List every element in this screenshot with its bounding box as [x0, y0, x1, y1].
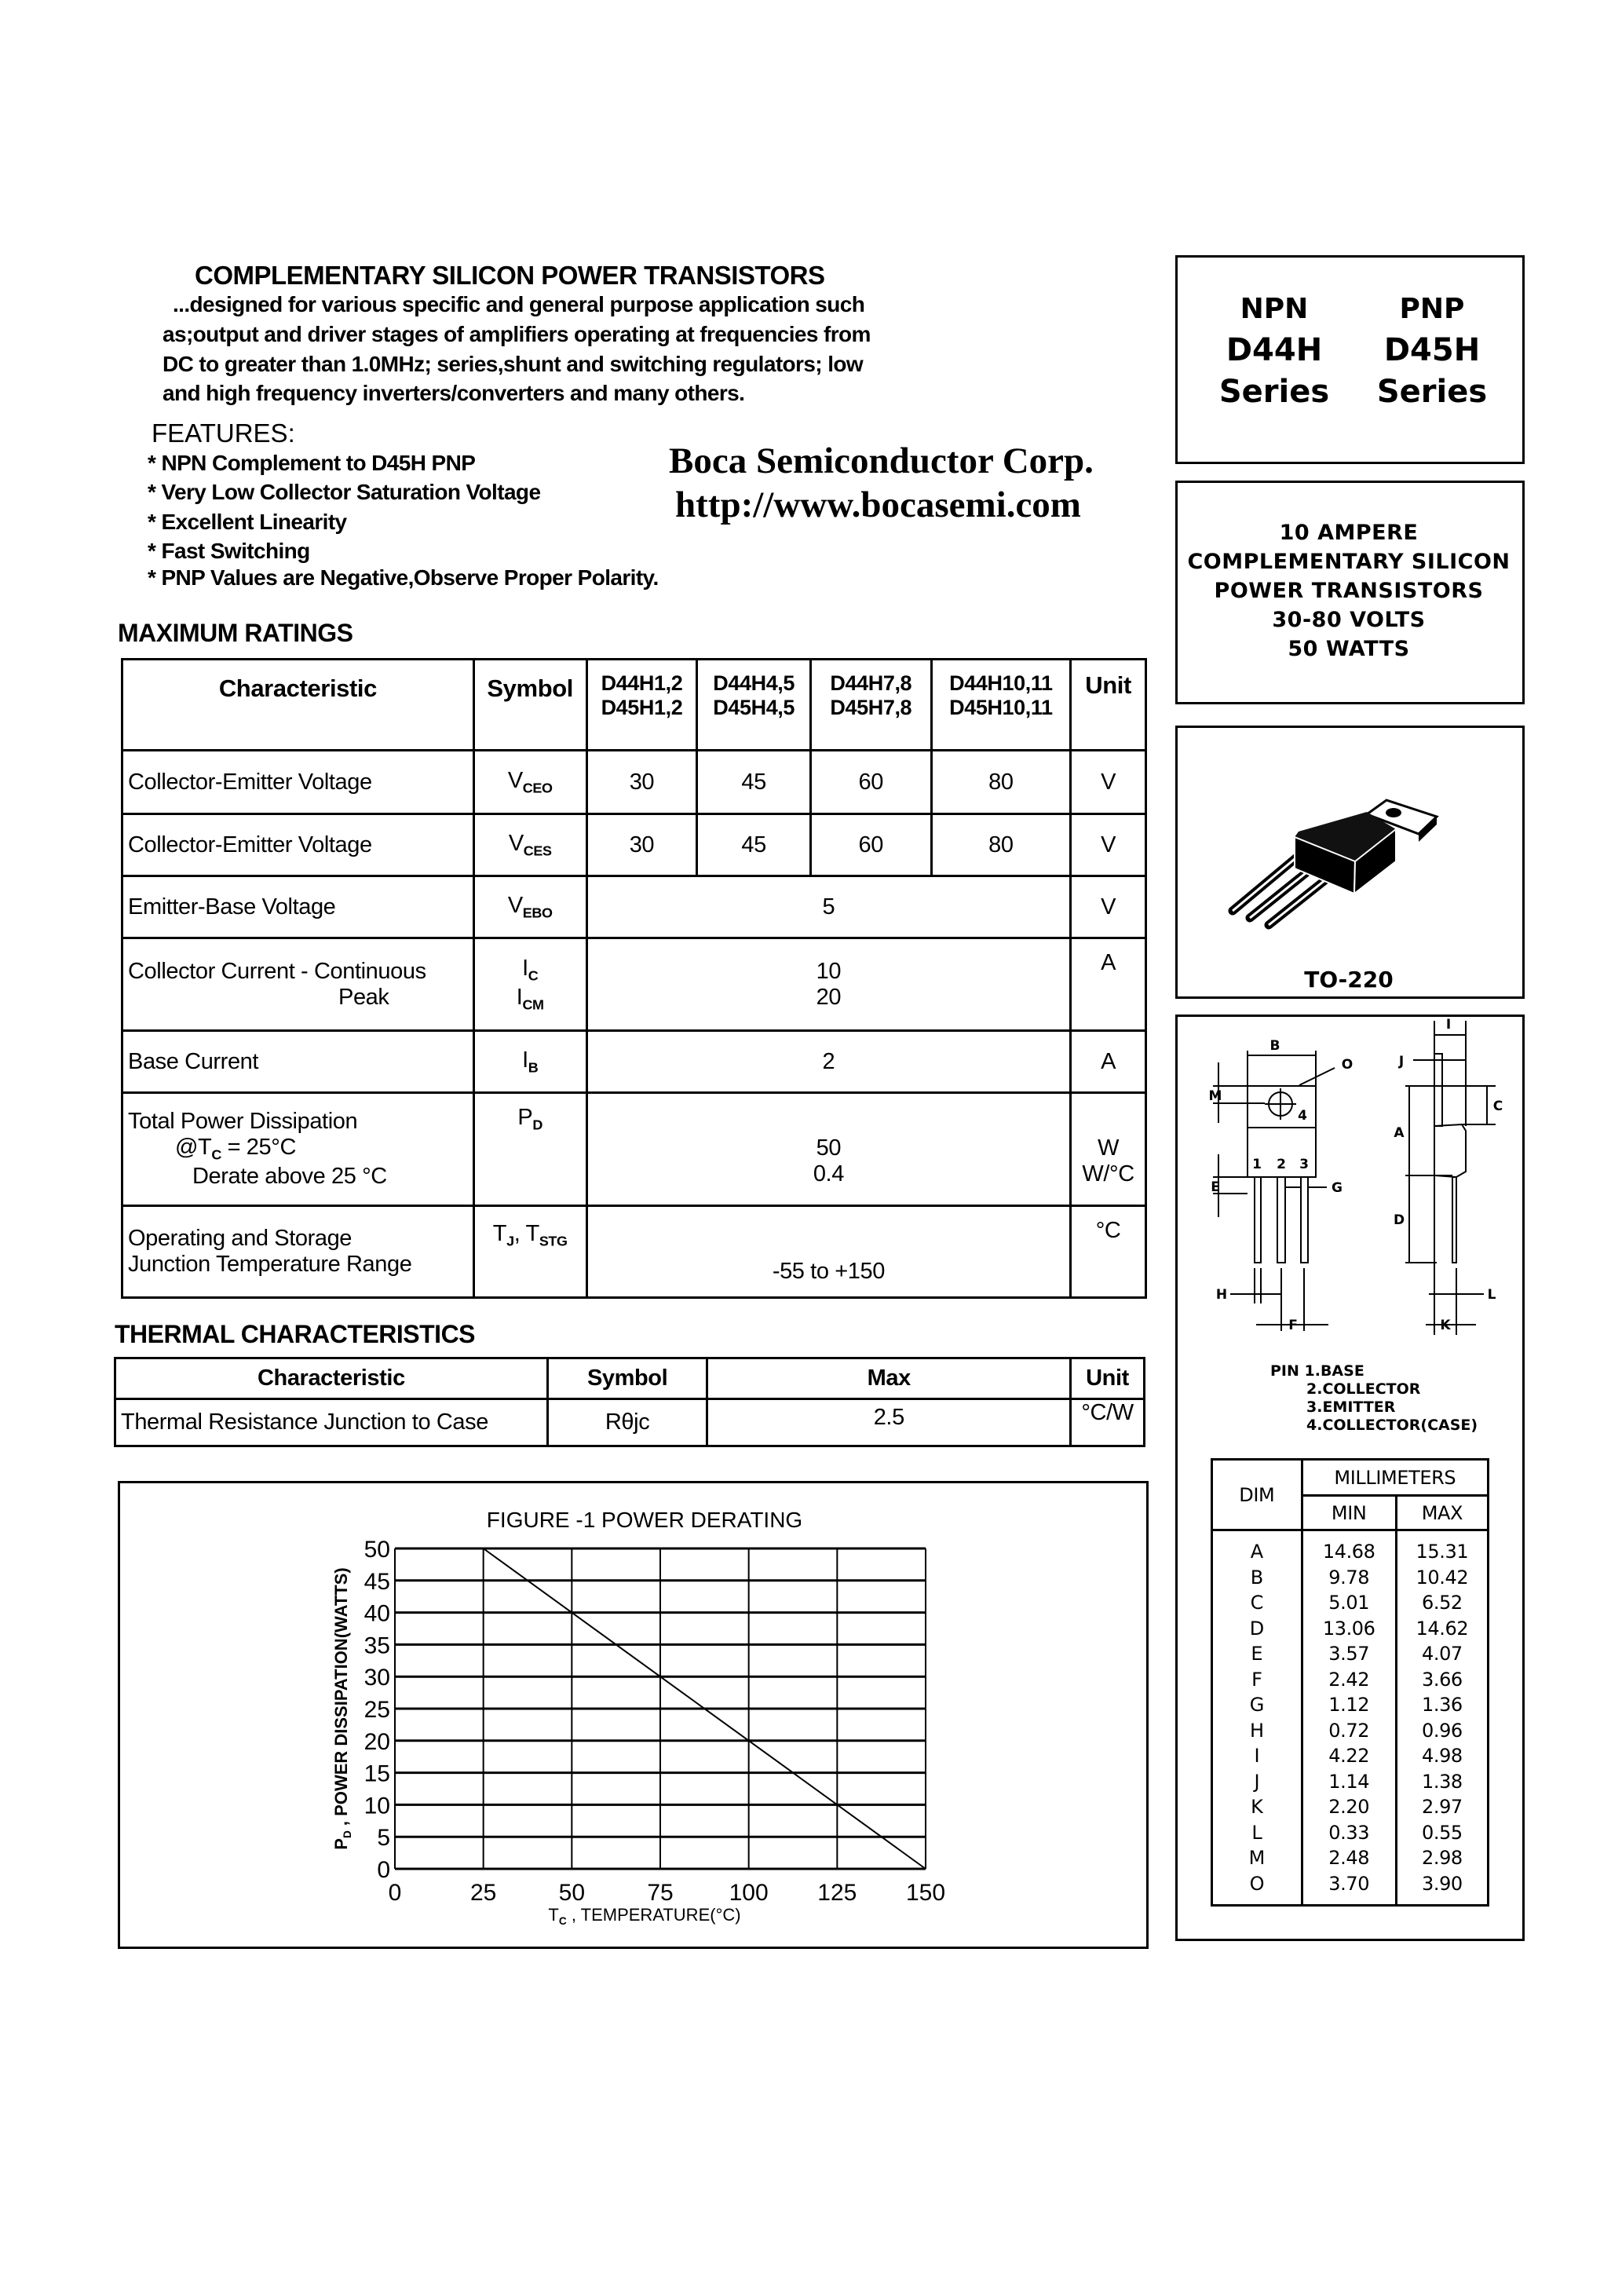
dim-letter: B [1250, 1566, 1263, 1589]
y-tick-label: 0 [377, 1857, 390, 1883]
value: 30 [586, 814, 697, 876]
package-name: TO-220 [1304, 967, 1394, 993]
value: 50 0.4 [586, 1093, 1071, 1206]
dim-label-j: J [1398, 1054, 1405, 1069]
unit: V [1071, 814, 1146, 876]
max-value: 3.90 [1421, 1872, 1463, 1895]
max-value: 3.66 [1421, 1668, 1463, 1691]
characteristic: Operating and Storage Junction Temperature Range [122, 1206, 474, 1298]
x-tick-label: 100 [729, 1880, 769, 1906]
x-tick-label: 25 [469, 1880, 497, 1906]
characteristic: Total Power Dissipation $@T_C = 25^\circ C$ Derate above 25 °C [122, 1093, 474, 1206]
header-unit: Unit [1071, 1358, 1145, 1399]
dim-letter: E [1251, 1643, 1263, 1665]
symbol: Rθjc [547, 1399, 707, 1446]
dim-label-m: M [1208, 1088, 1222, 1104]
value: 2 [586, 1031, 1071, 1093]
max-value: 10.42 [1416, 1566, 1469, 1589]
max-value: 6.52 [1421, 1592, 1463, 1614]
max-value: 0.96 [1421, 1719, 1463, 1742]
unit: °C [1071, 1206, 1146, 1298]
unit: A [1071, 938, 1146, 1031]
max-value: 4.07 [1421, 1643, 1463, 1665]
x-tick-label: 75 [647, 1880, 674, 1906]
dim-label-g: G [1332, 1180, 1343, 1196]
pin3-label: 3 [1299, 1157, 1309, 1172]
pin4-label: 4 [1298, 1108, 1307, 1124]
min-value: 1.12 [1328, 1694, 1370, 1716]
characteristic: Base Current [122, 1031, 474, 1093]
max-ratings-heading: MAXIMUM RATINGS [118, 619, 353, 647]
dim-column [1212, 1530, 1302, 1906]
feature-item: * PNP Values are Negative,Observe Proper Polarity. [148, 565, 659, 590]
max-value: 2.98 [1421, 1847, 1463, 1869]
symbol: $I_B$ [473, 1031, 586, 1093]
dim-letter: F [1251, 1668, 1262, 1691]
characteristic: Thermal Resistance Junction to Case [115, 1399, 548, 1446]
symbol: $V_{CES}$ [473, 814, 586, 876]
header-max: Max [707, 1358, 1071, 1399]
y-tick-label: 45 [363, 1568, 390, 1595]
dim-letter: C [1250, 1592, 1263, 1614]
symbol: $I_C$ $I_{CM}$ [473, 938, 586, 1031]
dim-label-c: C [1492, 1099, 1503, 1114]
y-tick-label: 30 [363, 1665, 390, 1691]
max-value: 2.5 [707, 1399, 1071, 1446]
thermal-heading: THERMAL CHARACTERISTICS [115, 1320, 476, 1348]
dim-label-f: F [1288, 1318, 1298, 1333]
x-tick-label: 150 [905, 1880, 946, 1906]
table-header-row [1212, 1460, 1489, 1496]
max-value: 2.97 [1421, 1796, 1463, 1818]
header-millimeters: MILLIMETERS [1302, 1460, 1488, 1496]
min-value: 3.57 [1328, 1643, 1370, 1665]
header-symbol: Symbol [547, 1358, 707, 1399]
unit: V [1071, 876, 1146, 938]
min-value: 2.42 [1328, 1668, 1370, 1691]
y-tick-label: 40 [363, 1600, 390, 1627]
feature-item: * Fast Switching [148, 539, 310, 563]
header-dim: DIM [1212, 1460, 1302, 1530]
header-part: D44H10,11 D45H10,11 [931, 660, 1071, 751]
min-value: 1.14 [1328, 1770, 1370, 1793]
max-column [1396, 1530, 1488, 1906]
value: 60 [811, 814, 932, 876]
y-axis-label: $P_D$ , POWER DISSIPATION(WATTS) [331, 1567, 353, 1850]
description-line: DC to greater than 1.0MHz; series,shunt and switching regulators; low [163, 352, 864, 376]
pin2-label: 2 [1277, 1157, 1286, 1172]
dim-label-a: A [1394, 1125, 1405, 1141]
dimensions-body [1212, 1530, 1489, 1906]
dim-label-b: B [1269, 1038, 1280, 1054]
dim-letter: L [1251, 1821, 1262, 1844]
min-value: 5.01 [1328, 1592, 1370, 1614]
unit: V [1071, 751, 1146, 814]
dim-label-o: O [1341, 1057, 1353, 1073]
characteristic: Collector Current - Continuous Peak [122, 938, 474, 1031]
dim-label-h: H [1215, 1287, 1228, 1303]
y-tick-label: 50 [363, 1537, 390, 1563]
characteristic: Collector-Emitter Voltage [122, 751, 474, 814]
unit: W W/°C [1071, 1093, 1146, 1206]
value: 80 [931, 814, 1071, 876]
header-part: D44H4,5 D45H4,5 [697, 660, 811, 751]
header-part: D44H7,8 D45H7,8 [811, 660, 932, 751]
min-column [1302, 1530, 1396, 1906]
dim-letter: M [1248, 1847, 1265, 1869]
min-value: 0.33 [1328, 1821, 1370, 1844]
dim-label-l: L [1487, 1287, 1496, 1303]
dim-letter: G [1249, 1694, 1264, 1716]
dim-letter: H [1249, 1719, 1264, 1742]
header-unit: Unit [1071, 660, 1146, 751]
x-tick-label: 0 [388, 1880, 402, 1906]
dim-label-i: I [1445, 1017, 1452, 1033]
max-value: 1.36 [1421, 1694, 1463, 1716]
max-value: 4.98 [1421, 1745, 1463, 1767]
dim-letter: O [1249, 1872, 1265, 1895]
characteristic: Collector-Emitter Voltage [122, 814, 474, 876]
features-heading: FEATURES: [152, 419, 295, 448]
max-value: 15.31 [1416, 1541, 1469, 1563]
chart-title: FIGURE -1 POWER DERATING [486, 1508, 803, 1532]
dim-letter: J [1254, 1770, 1260, 1793]
value: -55 to +150 [586, 1206, 1071, 1298]
dim-label-e: E [1211, 1179, 1220, 1195]
value: 45 [697, 751, 811, 814]
value: 30 [586, 751, 697, 814]
y-tick-label: 20 [363, 1728, 390, 1755]
npn-part-label: NPN D44H Series [1218, 293, 1330, 410]
pin1-label: 1 [1252, 1157, 1262, 1172]
side-view [1405, 1021, 1496, 1335]
symbol: $P_D$ [473, 1093, 586, 1206]
min-value: 13.06 [1322, 1617, 1375, 1640]
pin-assignment: PIN 1.BASE 2.COLLECTOR 3.EMITTER 4.COLLECTOR(CASE) [1270, 1362, 1478, 1434]
company-url[interactable]: http://www.bocasemi.com [675, 484, 1081, 525]
header-characteristic: Characteristic [115, 1358, 548, 1399]
company-name: Boca Semiconductor Corp. [669, 441, 1094, 481]
dim-letter: A [1250, 1541, 1263, 1563]
value: 45 [697, 814, 811, 876]
header-min: MIN [1302, 1496, 1396, 1530]
value: 60 [811, 751, 932, 814]
description-line: as;output and driver stages of amplifiers operating at frequencies from [163, 322, 871, 346]
max-value: 0.55 [1421, 1821, 1463, 1844]
y-tick-label: 35 [363, 1632, 390, 1659]
description-line: ...designed for various specific and general purpose application such [173, 292, 865, 316]
dimensions-table [1211, 1458, 1489, 1907]
min-value: 4.22 [1328, 1745, 1370, 1767]
document-title: COMPLEMENTARY SILICON POWER TRANSISTORS [195, 261, 825, 290]
feature-item: * NPN Complement to D45H PNP [148, 451, 476, 475]
symbol: $V_{CEO}$ [473, 751, 586, 814]
min-value: 2.20 [1328, 1796, 1370, 1818]
spec-summary: 10 AMPERE COMPLEMENTARY SILICON POWER TRANSISTORS 30-80 VOLTS 50 WATTS [1187, 521, 1511, 661]
min-value: 14.68 [1322, 1541, 1375, 1563]
header-part: D44H1,2 D45H1,2 [586, 660, 697, 751]
min-value: 2.48 [1328, 1847, 1370, 1869]
y-tick-label: 25 [363, 1697, 390, 1723]
value: 5 [586, 876, 1071, 938]
min-value: 3.70 [1328, 1872, 1370, 1895]
min-value: 9.78 [1328, 1566, 1370, 1589]
feature-item: * Very Low Collector Saturation Voltage [148, 480, 541, 504]
dim-letter: D [1249, 1617, 1264, 1640]
unit: A [1071, 1031, 1146, 1093]
front-view [1213, 1051, 1335, 1331]
header-symbol: Symbol [473, 660, 586, 751]
y-tick-label: 10 [363, 1793, 390, 1819]
header-characteristic: Characteristic [122, 660, 474, 751]
value: 10 20 [586, 938, 1071, 1031]
symbol: $V_{EBO}$ [473, 876, 586, 938]
min-value: 0.72 [1328, 1719, 1370, 1742]
description-line: and high frequency inverters/converters and many others. [163, 381, 745, 405]
x-tick-label: 125 [817, 1880, 857, 1906]
unit: °C/W [1071, 1399, 1145, 1446]
dim-letter: I [1254, 1745, 1260, 1767]
symbol: $T_J$, $T_{STG}$ [473, 1206, 586, 1298]
x-tick-label: 50 [558, 1880, 586, 1906]
max-value: 1.38 [1421, 1770, 1463, 1793]
header-max: MAX [1396, 1496, 1488, 1530]
y-tick-label: 5 [377, 1825, 390, 1852]
dim-label-d: D [1393, 1212, 1405, 1228]
y-tick-label: 15 [363, 1760, 390, 1787]
x-axis-label: $T_C$ , TEMPERATURE(°C) [548, 1905, 741, 1927]
feature-item: * Excellent Linearity [148, 510, 347, 534]
characteristic: Emitter-Base Voltage [122, 876, 474, 938]
max-value: 14.62 [1416, 1617, 1469, 1640]
value: 80 [931, 751, 1071, 814]
dim-letter: K [1251, 1796, 1263, 1818]
pnp-part-label: PNP D45H Series [1376, 293, 1488, 410]
dim-label-k: K [1440, 1318, 1451, 1333]
